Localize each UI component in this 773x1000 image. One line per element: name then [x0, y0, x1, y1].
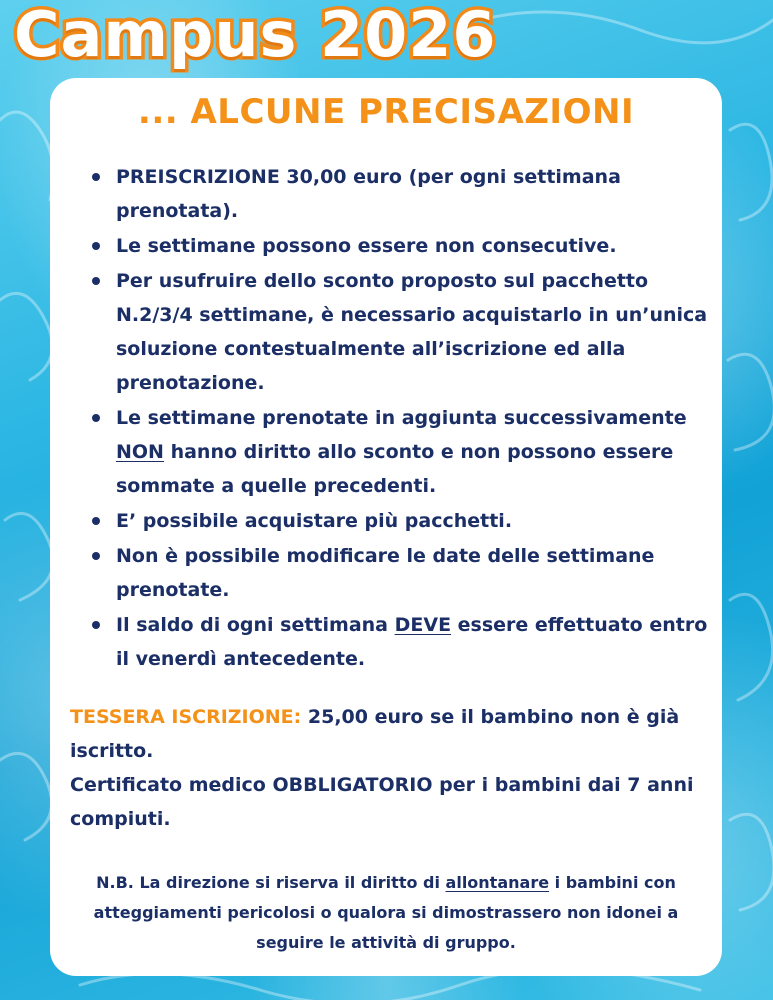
nb-emphasis: allontanare	[445, 873, 550, 892]
list-item	[90, 264, 710, 400]
membership-fee	[70, 700, 702, 836]
list-item	[90, 539, 710, 607]
note-text-after: hanno diritto allo sconto e non possono essere sommate a quelle precedenti.	[116, 441, 674, 497]
list-item	[90, 504, 710, 538]
list-item	[90, 229, 710, 263]
bullet-icon	[92, 173, 100, 181]
list-item	[90, 160, 710, 228]
note-text-after: essere effettuato entro il venerdì antecedente.	[116, 614, 708, 670]
note-emphasis: DEVE	[394, 614, 452, 636]
section-title: ... ALCUNE PRECISAZIONI	[137, 92, 635, 132]
note-text-before: Le settimane prenotate in aggiunta successivamente	[116, 407, 687, 429]
fee-text: 25,00 euro se il bambino non è già iscritto.	[70, 706, 680, 762]
note-text: PREISCRIZIONE 30,00 euro (per ogni settimana prenotata).	[116, 166, 621, 222]
notes-list	[90, 160, 710, 677]
bullet-icon	[92, 517, 100, 525]
note-text: E’ possibile acquistare più pacchetti.	[116, 510, 513, 532]
info-card	[50, 78, 722, 976]
nb-text-after: i bambini con atteggiamenti pericolosi o qualora si dimostrassero non idonei a seguire le attività di gruppo.	[93, 873, 679, 952]
list-item	[90, 608, 710, 676]
nb-text-before: N.B. La direzione si riserva il diritto di	[96, 873, 446, 892]
campus-title: Campus 2026	[14, 0, 497, 71]
note-text: Le settimane possono essere non consecutive.	[116, 235, 617, 257]
note-emphasis: NON	[116, 441, 164, 463]
bullet-icon	[92, 621, 100, 629]
certificate-note: Certificato medico OBBLIGATORIO per i bambini dai 7 anni compiuti.	[70, 774, 694, 830]
note-text: Non è possibile modificare le date delle settimane prenotate.	[116, 545, 655, 601]
bullet-icon	[92, 414, 100, 422]
bullet-icon	[92, 277, 100, 285]
note-text: Per usufruire dello sconto proposto sul pacchetto N.2/3/4 settimane, è necessario acquistarlo in un’unica soluzione contestualmente all’iscrizione ed alla prenotazione.	[116, 270, 708, 394]
list-item	[90, 401, 710, 503]
fee-label: TESSERA ISCRIZIONE:	[70, 706, 302, 728]
note-text-before: Il saldo di ogni settimana	[116, 614, 395, 636]
bullet-icon	[92, 552, 100, 560]
nb-note	[86, 868, 686, 958]
bullet-icon	[92, 242, 100, 250]
